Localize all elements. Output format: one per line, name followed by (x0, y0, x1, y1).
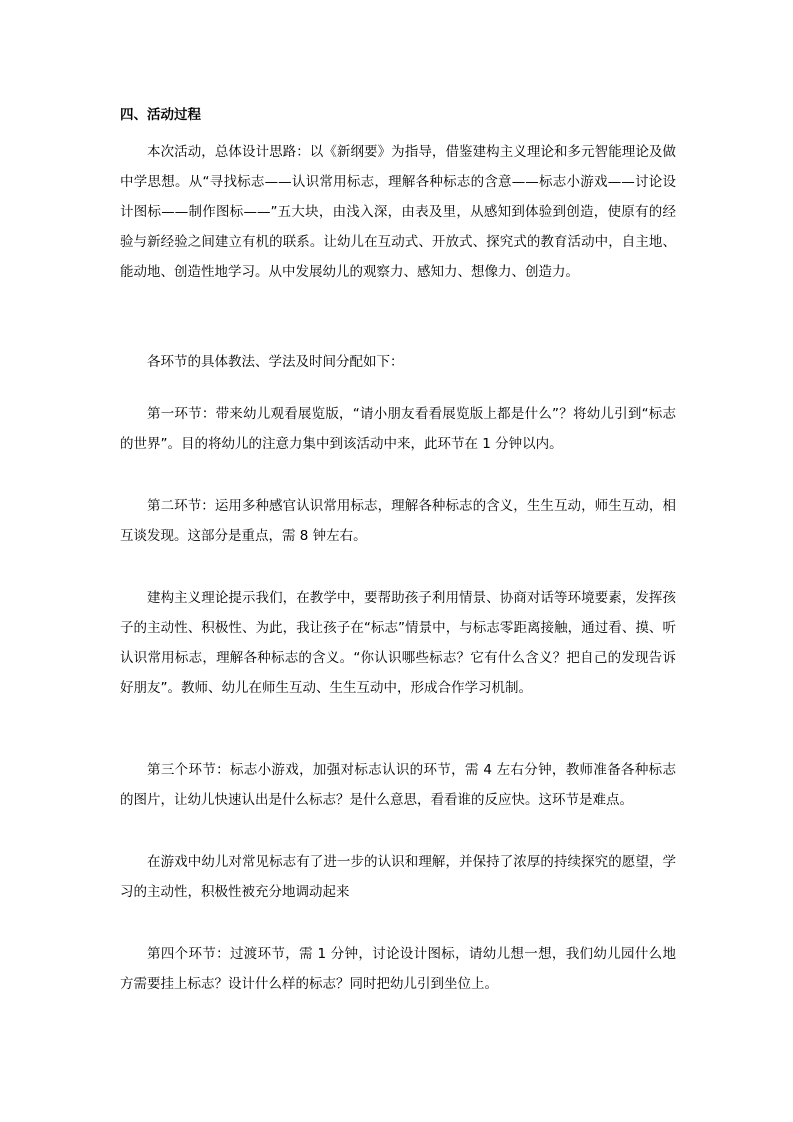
paragraph-step-four: 第四个环节：过渡环节，需 1 分钟，讨论设计图标，请幼儿想一想，我们幼儿园什么地方需要挂上标志？设计什么样的标志？同时把幼儿引到坐位上。 (120, 946, 676, 992)
paragraph-game-outcome: 在游戏中幼儿对常见标志有了进一步的认识和理解，并保持了浓厚的持续探究的愿望，学习的主动性，积极性被充分地调动起来 (120, 854, 676, 900)
paragraph-step-two: 第二环节：运用多种感官认识常用标志，理解各种标志的含义，生生互动，师生互动，相互谈发现。这部分是重点，需 8 钟左右。 (120, 498, 676, 544)
paragraph-constructivism: 建构主义理论提示我们，在教学中，要帮助孩子利用情景、协商对话等环境要素，发挥孩子的主动性、积极性、为此，我让孩子在“标志”情景中，与标志零距离接触，通过看、摸、听认识常用标志，理解各种标志的含义。“你认识哪些标志？它有什么含义？把自己的发现告诉好朋友”。教师、幼儿在师生互动、生生互动中，形成合作学习机制。 (120, 590, 676, 696)
paragraph-methods-intro: 各环节的具体教法、学法及时间分配如下： (147, 354, 404, 370)
paragraph-step-one: 第一环节：带来幼儿观看展览版，“请小朋友看看展览版上都是什么”？将幼儿引到“标志的世界”。目的将幼儿的注意力集中到该活动中来，此环节在 1 分钟以内。 (120, 406, 676, 452)
paragraph-step-three: 第三个环节：标志小游戏，加强对标志认识的环节，需 4 左右分钟，教师准备各种标志的图片，让幼儿快速认出是什么标志？是什么意思，看看谁的反应快。这环节是难点。 (120, 762, 676, 808)
section-heading: 四、活动过程 (120, 107, 201, 123)
paragraph-design-approach: 本次活动，总体设计思路：以《新纲要》为指导，借鉴建构主义理论和多元智能理论及做中学思想。从“寻找标志——认识常用标志，理解各种标志的含意——标志小游戏——讨论设计图标——制作图标——”五大块，由浅入深，由表及里，从感知到体验到创造，使原有的经验与新经验之间建立有机的联系。让幼儿在互动式、开放式、探究式的教育活动中，自主地、能动地、创造性地学习。从中发展幼儿的观察力、感知力、想像力、创造力。 (120, 144, 676, 280)
